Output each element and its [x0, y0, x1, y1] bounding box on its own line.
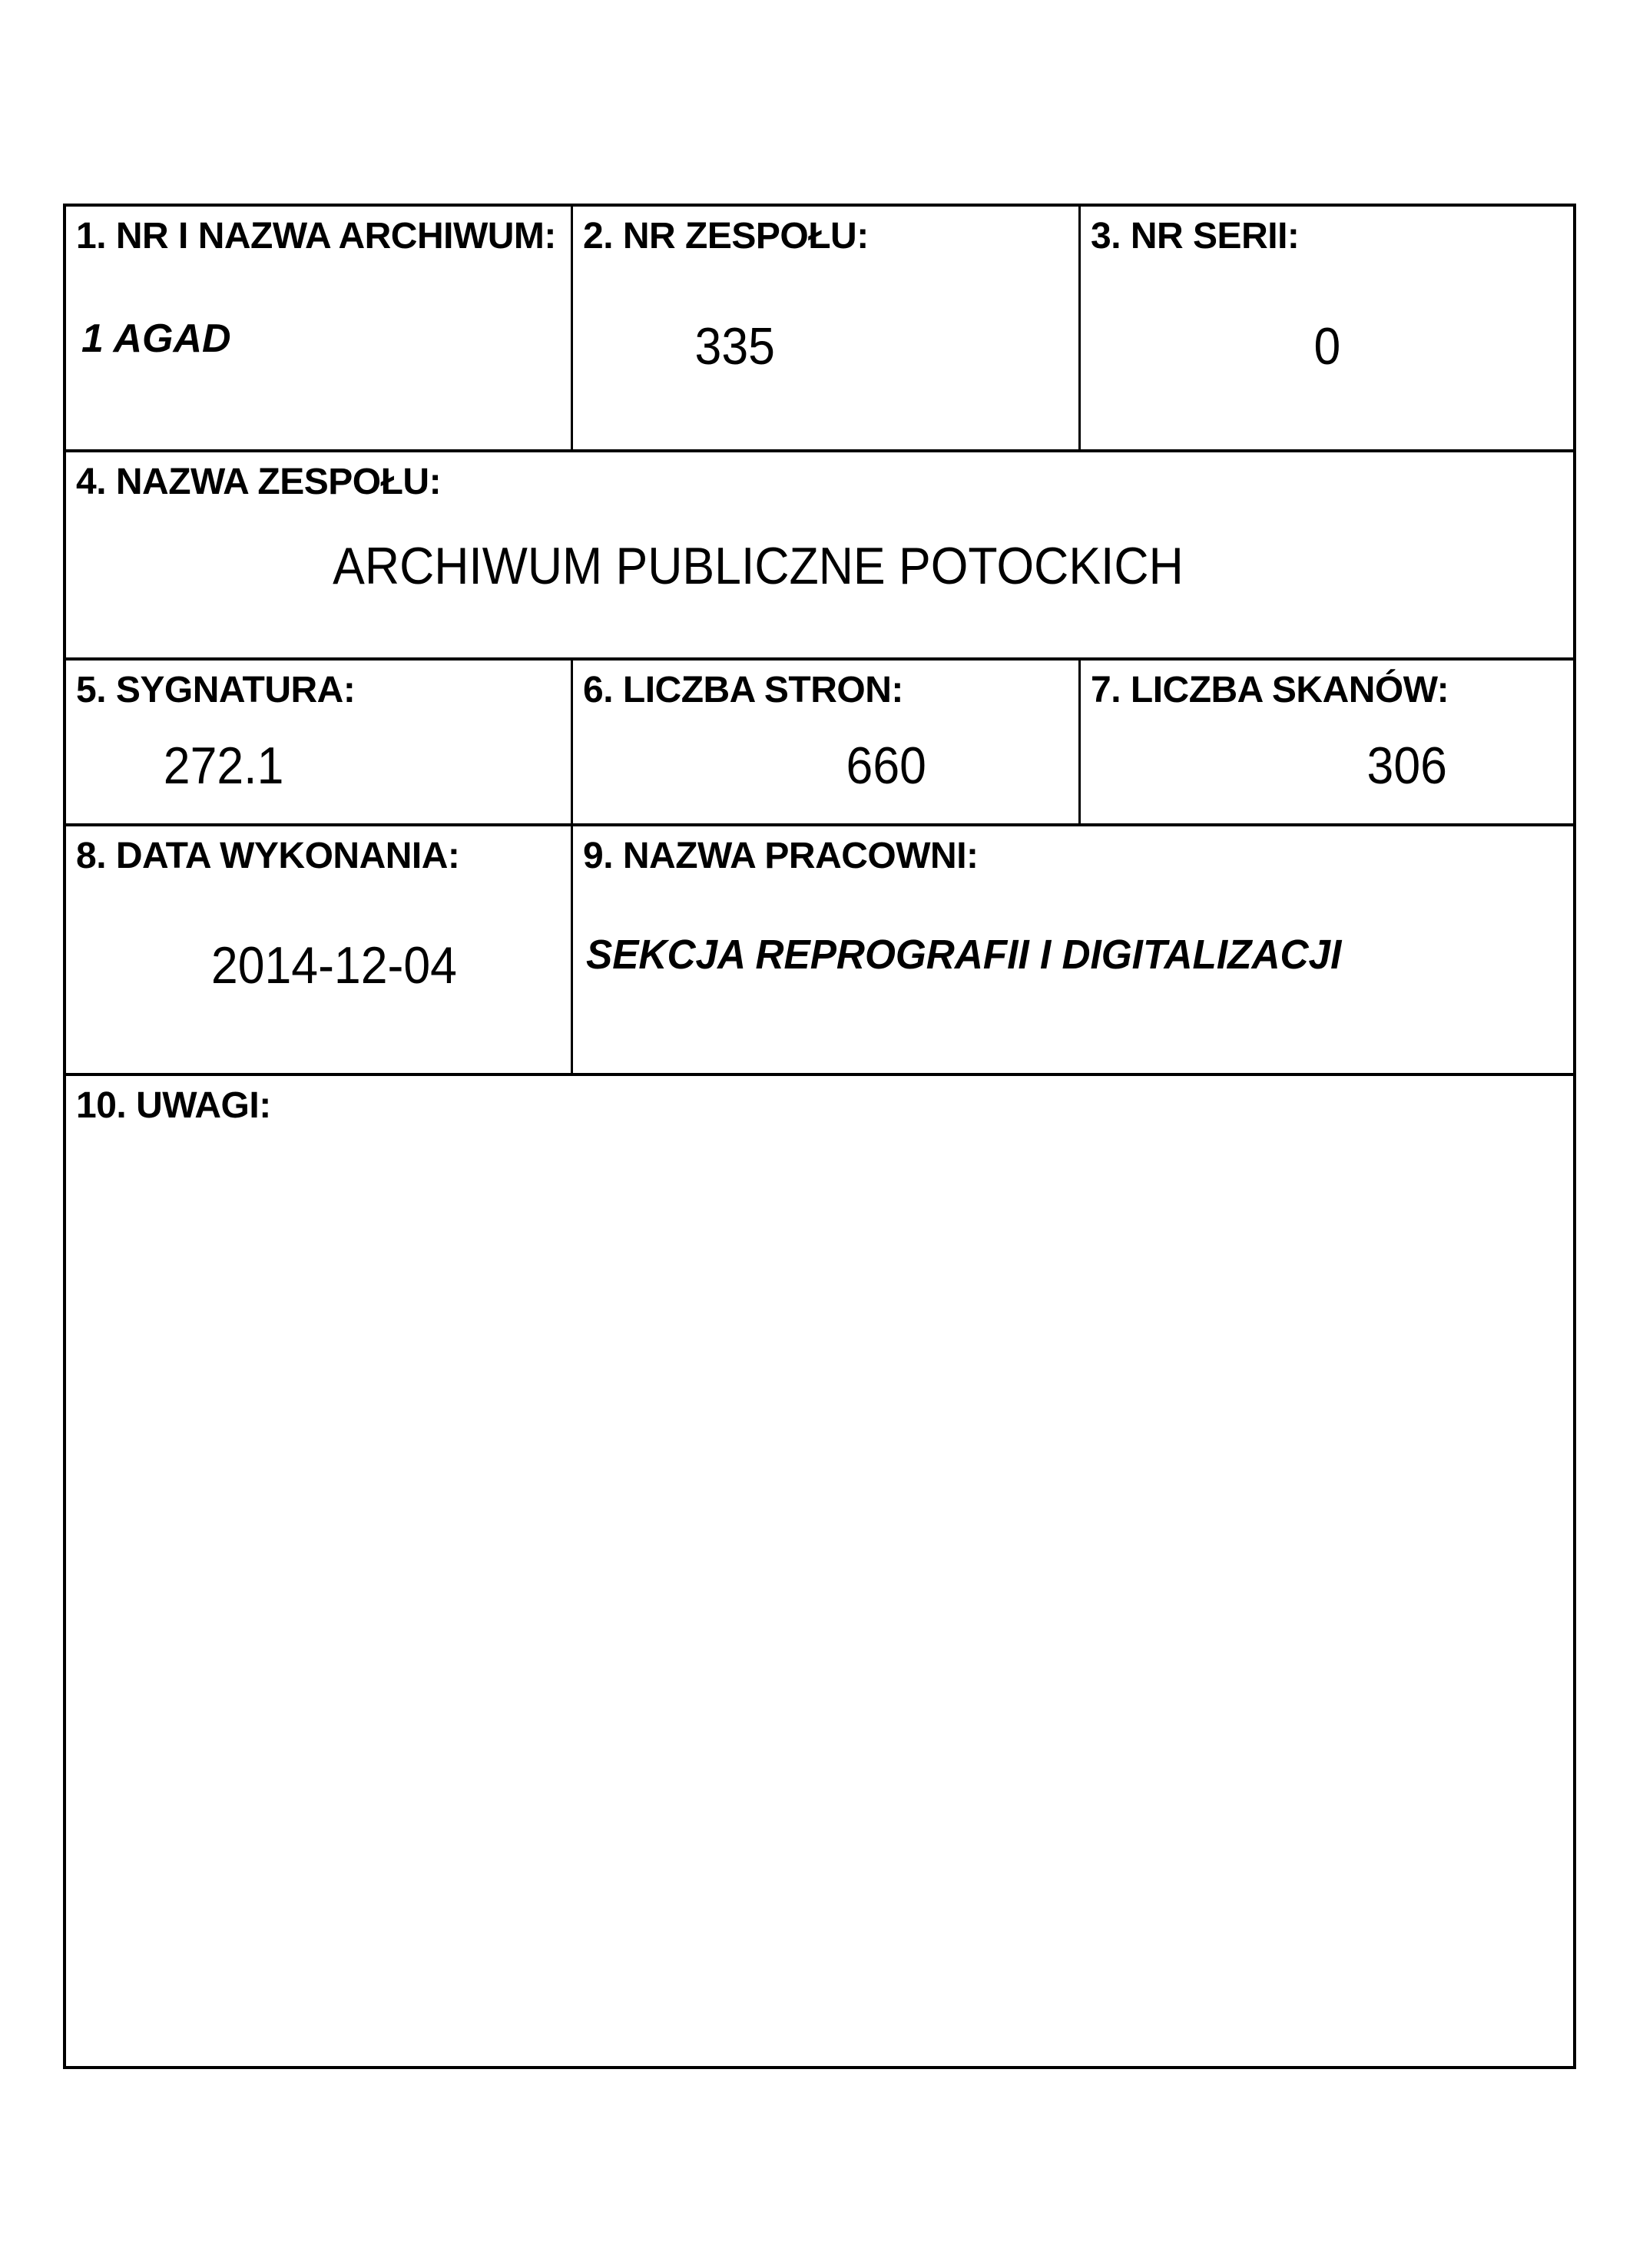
field-label: 6. LICZBA STRON: [583, 670, 903, 710]
field-nazwa-zespolu [66, 449, 1573, 657]
field-liczba-stron [571, 657, 1078, 823]
field-nr-zespolu [571, 207, 1078, 449]
field-label: 5. SYGNATURA: [76, 670, 356, 710]
field-value: ARCHIWUM PUBLICZNE POTOCKICH [333, 537, 1184, 595]
field-value: 306 [1366, 737, 1447, 795]
field-value: 660 [846, 737, 927, 795]
field-value: 335 [694, 317, 776, 376]
field-label: 7. LICZBA SKANÓW: [1091, 670, 1449, 710]
field-label: 3. NR SERII: [1091, 216, 1300, 257]
field-liczba-skanow [1078, 657, 1573, 823]
field-nazwa-pracowni [571, 823, 1573, 1073]
field-label: 8. DATA WYKONANIA: [76, 836, 460, 876]
field-sygnatura [66, 657, 571, 823]
field-value: SEKCJA REPROGRAFII I DIGITALIZACJI [586, 932, 1342, 978]
archive-metadata-table [63, 204, 1576, 2069]
field-label: 10. UWAGI: [76, 1085, 271, 1126]
field-label: 2. NR ZESPOŁU: [583, 216, 869, 257]
field-value: 2014-12-04 [210, 936, 457, 995]
field-label: 1. NR I NAZWA ARCHIWUM: [76, 216, 556, 257]
field-value: 272.1 [164, 737, 284, 795]
field-nr-serii [1078, 207, 1573, 449]
field-value: 0 [1313, 317, 1340, 376]
field-data-wykonania [66, 823, 571, 1073]
field-label: 4. NAZWA ZESPOŁU: [76, 462, 442, 502]
field-value: 1 AGAD [81, 316, 231, 361]
field-uwagi [66, 1073, 1573, 2066]
field-label: 9. NAZWA PRACOWNI: [583, 836, 979, 876]
